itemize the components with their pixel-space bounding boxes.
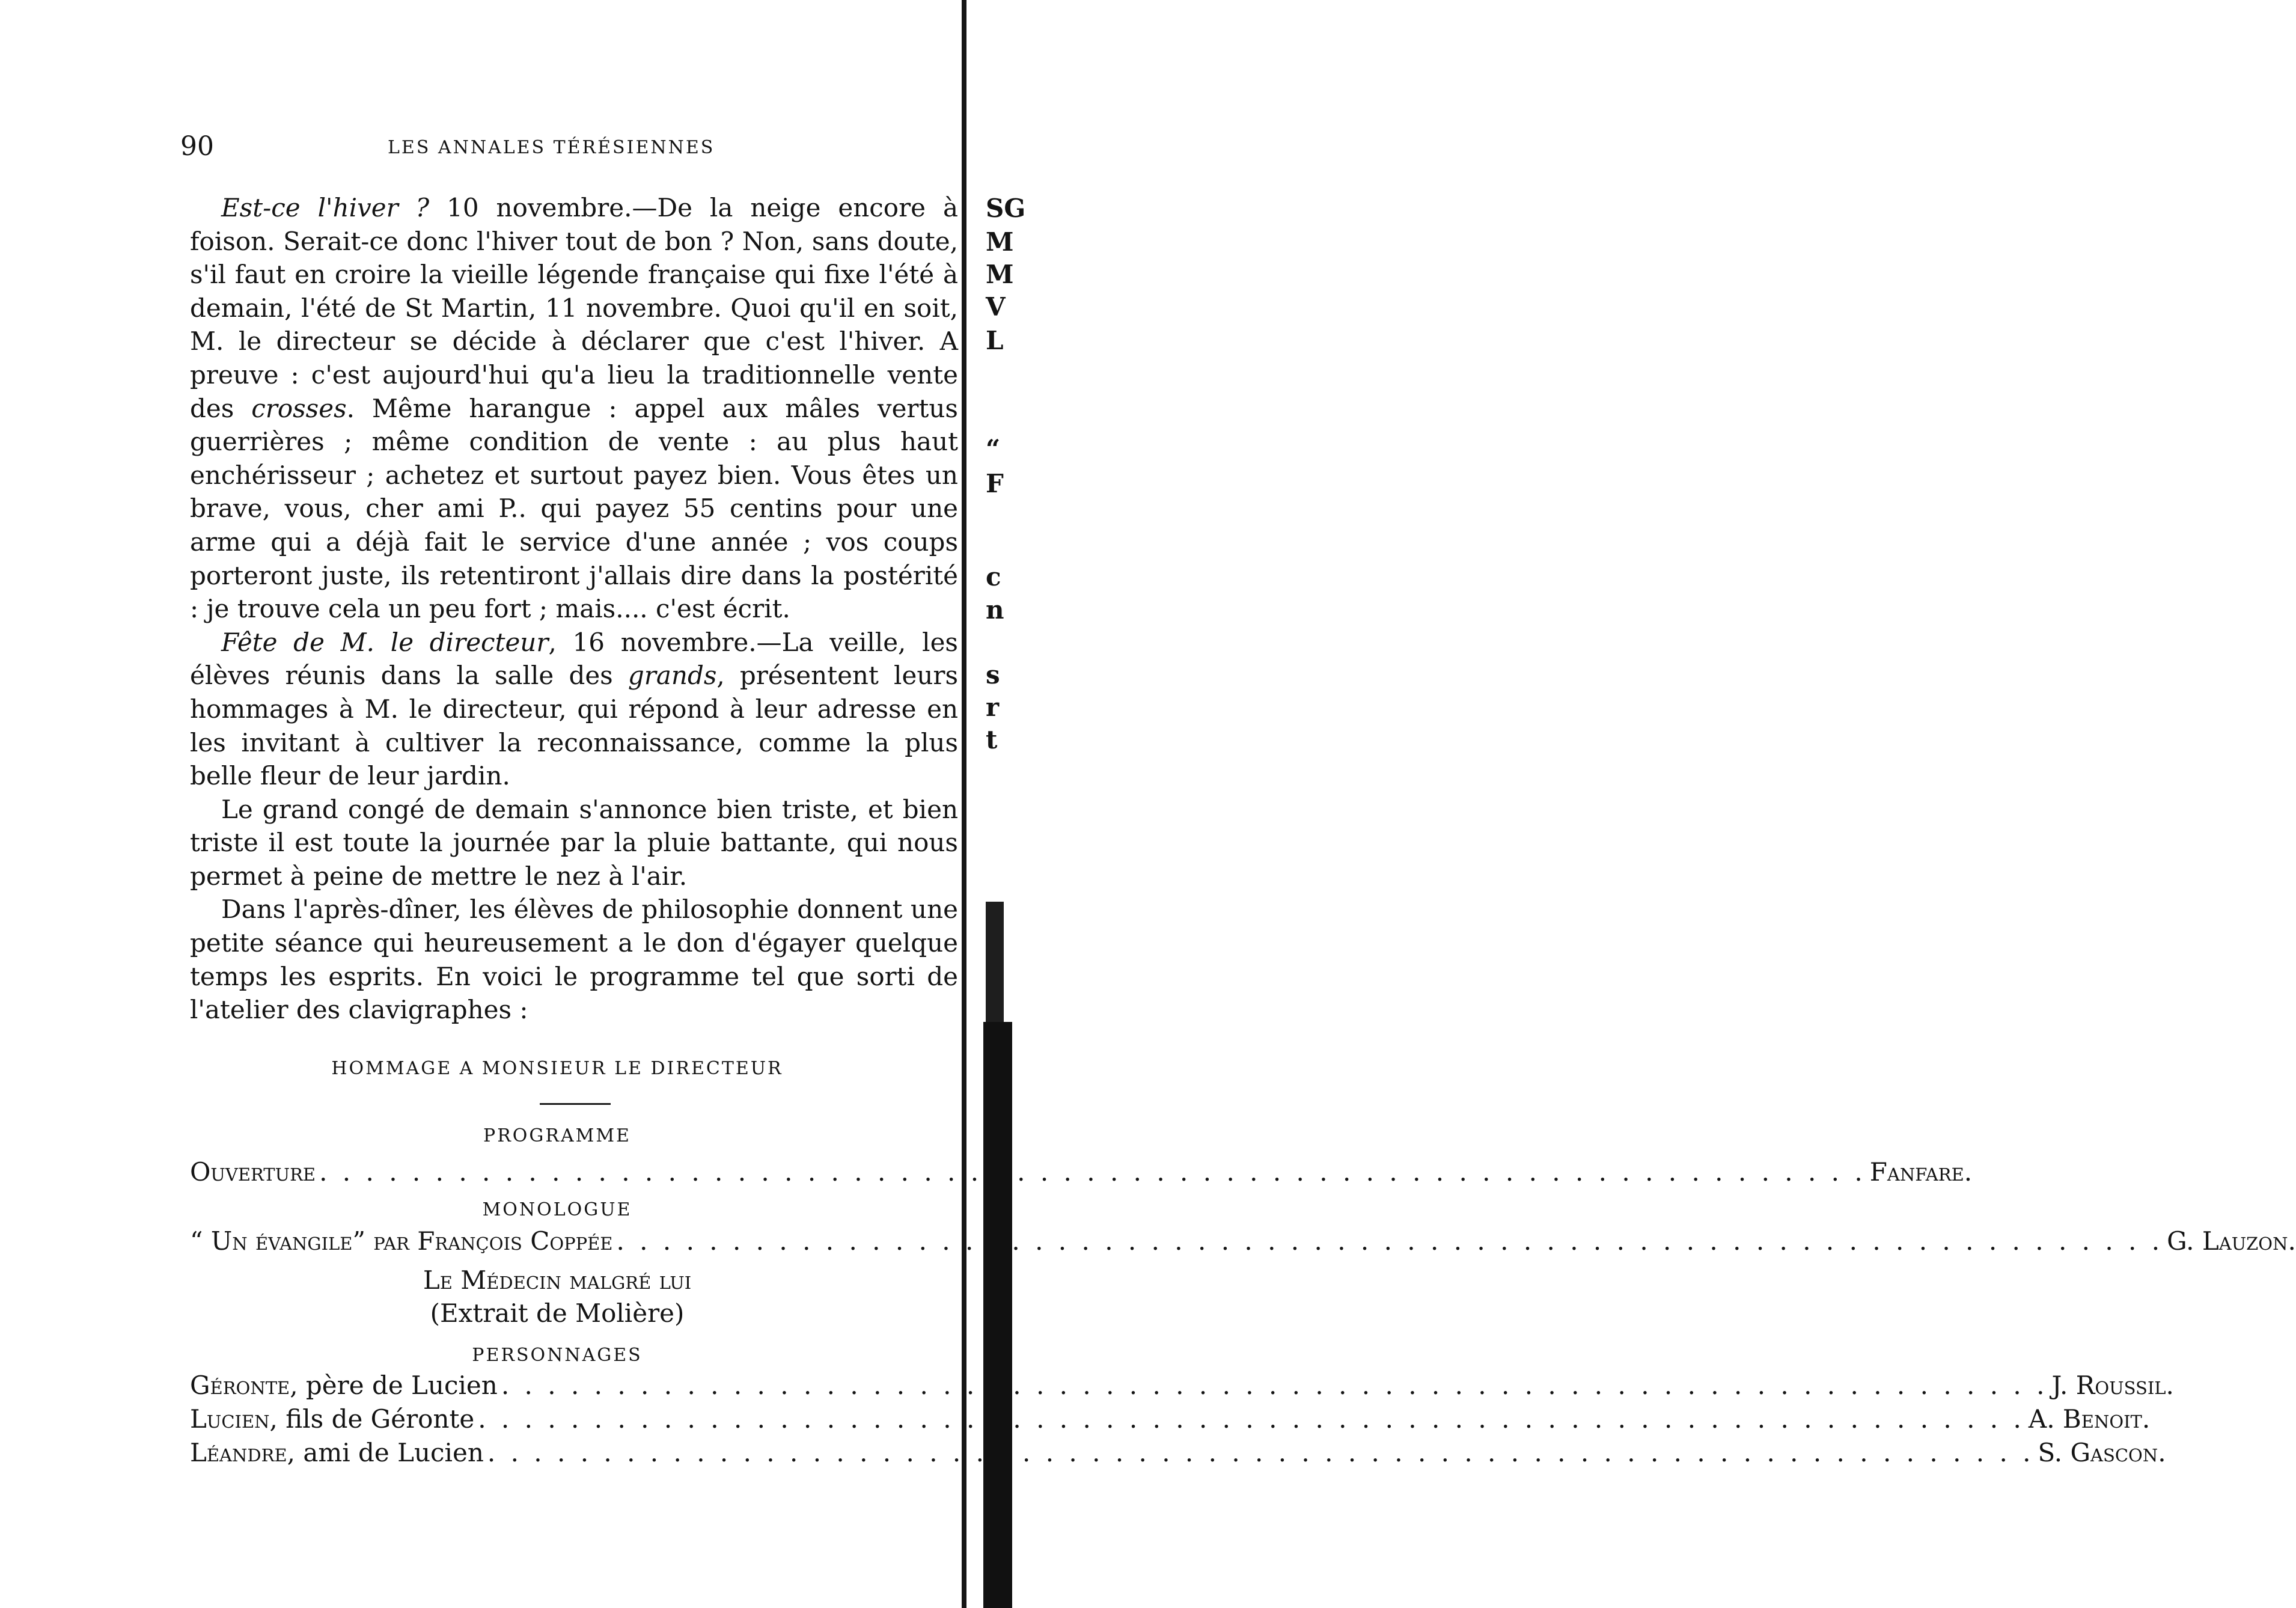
cast-row: [190, 1371, 2174, 1400]
programme-item: “ Un évangile” par François Coppée: [190, 1226, 613, 1256]
play-title: Le Médecin malgré lui: [423, 1265, 692, 1295]
leader-dots: [319, 1157, 1866, 1187]
paragraph-hiver: [190, 191, 958, 626]
dedication-heading: HOMMAGE A MONSIEUR LE DIRECTEUR: [331, 1058, 783, 1079]
paragraph-text: . Même harangue : appel aux mâles vertus guerrières ; même condition de vente : au plus haut enchérisseur ; achetez et surtout payez bien. Vous êtes un brave, vous, cher ami P.. qui payez 55 centins pour une arme qui a déjà fait le service d'une année ; vos coups porteront juste, ils retentiront j'allais dire dans la postérité : je trouve cela un peu fort ; mais.... c'est écrit.: [190, 393, 958, 624]
next-page-fragment: “: [986, 434, 1001, 463]
cast-role-line: [190, 1404, 474, 1434]
monologue-heading: MONOLOGUE: [482, 1199, 632, 1220]
paragraph-heading: Est-ce l'hiver ?: [221, 193, 430, 222]
programme-item: Ouverture: [190, 1157, 316, 1187]
paragraph-fete: [190, 626, 958, 793]
paragraph-text: , présentent leurs hommages à M. le directeur, qui répond à leur adresse en les invitant à cultiver la reconnaissance, comme la plus belle fleur de leur jardin.: [190, 661, 958, 791]
cast-actor: A. Benoit.: [2028, 1404, 2151, 1434]
paragraph-heading: Fête de M. le directeur: [221, 627, 549, 657]
cast-role-line: [190, 1371, 498, 1400]
leader-dots: [501, 1371, 2048, 1400]
next-page-fragment: r: [986, 692, 1000, 722]
play-subtitle: (Extrait de Molière): [430, 1298, 685, 1328]
next-page-fragment: s: [986, 660, 1000, 689]
leader-dots: [616, 1226, 2163, 1256]
next-page-fragment: SG: [986, 194, 1026, 223]
next-page-fragment: F: [986, 469, 1004, 498]
cast-row: [190, 1404, 2151, 1434]
running-title: LES ANNALES TÉRÉSIENNES: [388, 137, 715, 158]
next-page-fragment: n: [986, 595, 1004, 625]
leader-dots: [487, 1438, 2035, 1467]
cast-desc: , fils de Géronte: [269, 1404, 475, 1434]
programme-performer: G. Lauzon.: [2167, 1226, 2296, 1256]
cast-desc: , ami de Lucien: [287, 1438, 484, 1467]
next-page-fragment: V: [986, 292, 1006, 322]
paragraph-text: , 16 novembre.—La veille, les élèves réunis dans la salle des: [190, 627, 958, 691]
next-page-fragment: t: [986, 725, 998, 754]
cast-role: Léandre: [190, 1438, 287, 1467]
paragraph-apres-diner: Dans l'après-dîner, les élèves de philosophie donnent une petite séance qui heureusement a le don d'égayer quelque temps les esprits. En voici le programme tel que sorti de l'atelier des clavigraphes :: [190, 894, 958, 1025]
next-page-fragment: L: [986, 326, 1004, 355]
binding-shadow: [983, 1022, 1012, 1608]
paragraph-conge: Le grand congé de demain s'annonce bien triste, et bien triste il est toute la journée par la pluie battante, qui nous permet à peine de mettre le nez à l'air.: [190, 794, 958, 891]
programme-performer: Fanfare.: [1869, 1157, 1973, 1187]
divider-rule: [540, 1103, 611, 1105]
cast-role: Lucien: [190, 1404, 270, 1434]
cast-actor: J. Roussil.: [2051, 1371, 2174, 1400]
personnages-heading: PERSONNAGES: [472, 1345, 643, 1366]
italic-word: grands: [627, 661, 717, 691]
leader-dots: [478, 1404, 2025, 1434]
next-page-fragment: M: [986, 260, 1014, 289]
next-page-fragment: c: [986, 562, 1001, 592]
binding-edge: [962, 0, 966, 1608]
italic-word: crosses: [251, 393, 347, 423]
page-number: 90: [180, 131, 214, 162]
programme-row-monologue: [190, 1226, 2296, 1256]
programme-row-ouverture: [190, 1157, 1973, 1187]
cast-actor: S. Gascon.: [2038, 1438, 2166, 1467]
cast-desc: , père de Lucien: [290, 1371, 498, 1400]
cast-row: [190, 1438, 2166, 1467]
body-text: [190, 191, 958, 1027]
cast-role: Géronte: [190, 1371, 290, 1400]
cast-role-line: [190, 1438, 484, 1467]
paragraph-text: 10 novembre.—De la neige encore à foison. Serait-ce donc l'hiver tout de bon ? Non, sans doute, s'il faut en croire la vieille légende française qui fixe l'été à demain, l'été de St Martin, 11 novembre. Quoi qu'il en soit, M. le directeur se décide à déclarer que c'est l'hiver. A preuve : c'est aujourd'hui qu'a lieu la traditionnelle vente des: [190, 193, 959, 423]
programme-heading: PROGRAMME: [483, 1125, 631, 1146]
next-page-fragment: M: [986, 227, 1014, 257]
